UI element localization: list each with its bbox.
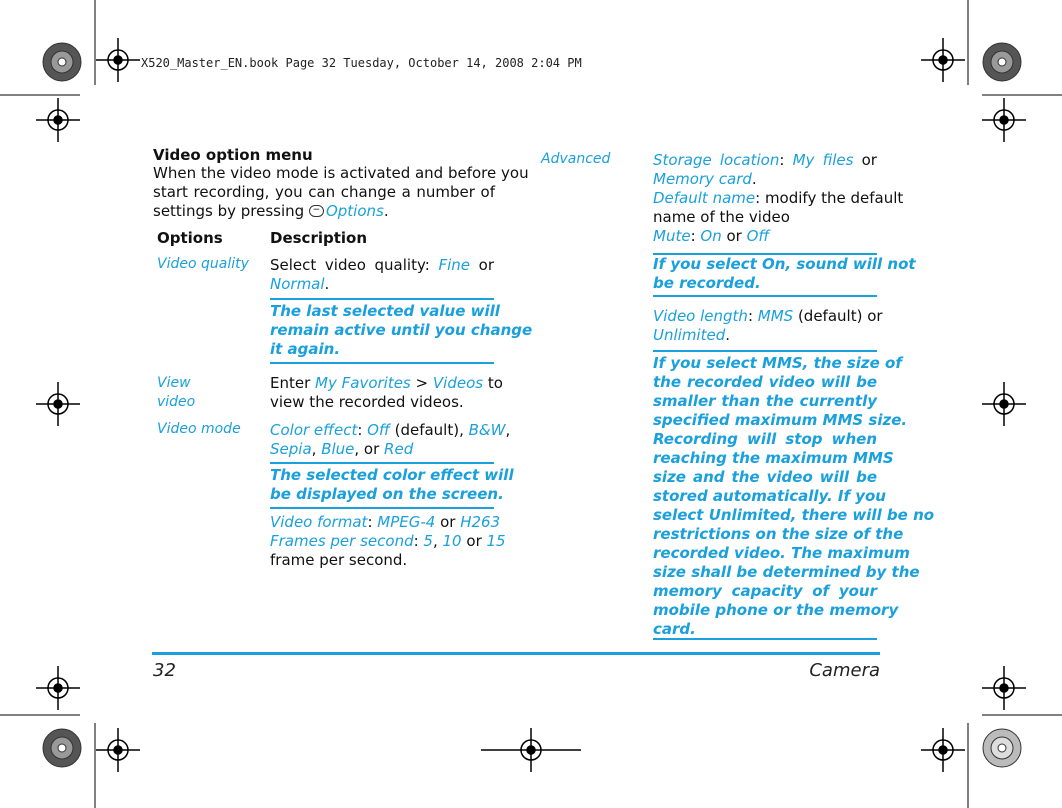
option-video-mode: Video mode <box>157 421 241 437</box>
option-video-quality: Video quality <box>157 256 249 272</box>
value-h263: H263 <box>460 513 501 531</box>
value-bw: B&W <box>468 421 506 439</box>
note-rule-top <box>653 350 877 352</box>
intro-line-last <box>153 202 495 221</box>
desc-line <box>270 256 494 275</box>
desc-colon: : <box>357 421 368 439</box>
desc-comma: , <box>311 440 322 458</box>
note-line: If you select On, sound will not <box>653 255 916 273</box>
desc-or: , or <box>354 440 385 458</box>
note-line: size shall be determined by the <box>653 563 920 581</box>
setting-storage-location: Storage location <box>653 151 780 169</box>
intro-text: settings by pressing <box>153 202 309 220</box>
desc-line: Video length: MMS (default) or <box>653 307 883 325</box>
value-15: 15 <box>486 532 506 550</box>
print-stamp: X520_Master_EN.book Page 32 Tuesday, October 14, 2008 2:04 PM <box>141 56 582 70</box>
note-line: If you select MMS, the size of <box>653 354 902 372</box>
desc-line: Mute: On or Off <box>653 227 770 245</box>
value-off: Off <box>367 421 390 439</box>
desc-or: or <box>478 256 494 274</box>
note-mute <box>653 255 916 293</box>
value-off: Off <box>746 227 770 245</box>
note-line: stored automatically. If you <box>653 487 886 505</box>
menu-my-favorites: My Favorites <box>315 374 411 392</box>
note-line: smaller than the currently <box>653 392 877 410</box>
col-header-options: Options <box>157 229 223 247</box>
option-view-video <box>157 374 195 412</box>
advanced-desc <box>653 151 904 246</box>
page-number: 32 <box>153 660 176 681</box>
desc-default-or: (default) or <box>797 307 883 325</box>
value-blue: Blue <box>321 440 355 458</box>
desc-line <box>270 275 494 294</box>
setting-default-name: Default name <box>653 189 756 207</box>
note-line: size and the video will be <box>653 468 877 486</box>
label-line: video <box>157 394 196 410</box>
value-memory-card: Memory card <box>653 170 752 188</box>
desc-to: to <box>487 374 503 392</box>
desc-line: name of the video <box>653 208 790 226</box>
desc-line: Unlimited. <box>653 326 731 344</box>
options-key: Options <box>325 202 384 220</box>
value-on: On <box>700 227 722 245</box>
desc-line: frame per second. <box>270 551 408 569</box>
video-length-desc <box>653 307 883 345</box>
desc-line <box>270 374 503 393</box>
value-normal: Normal <box>270 275 325 293</box>
note-line: Recording will stop when <box>653 430 877 448</box>
note-line: be displayed on the screen. <box>270 485 504 503</box>
note-line: recorded video. The maximum <box>653 544 910 562</box>
intro-line: When the video mode is activated and before you <box>153 164 529 182</box>
note-line: mobile phone or the memory <box>653 601 899 619</box>
menu-videos: Videos <box>432 374 484 392</box>
note-rule-top <box>270 298 494 300</box>
value-mpeg4: MPEG-4 <box>377 513 436 531</box>
value-10: 10 <box>442 532 462 550</box>
note-rule-bottom <box>270 362 494 364</box>
value-fine: Fine <box>438 256 470 274</box>
note-last-selected <box>270 302 533 359</box>
desc-comma: , <box>505 421 511 439</box>
note-line: memory capacity of your <box>653 582 877 600</box>
desc-text: : modify the default <box>755 189 904 207</box>
desc-line <box>653 189 904 208</box>
desc-or: or <box>861 151 877 169</box>
video-format-desc <box>270 513 506 570</box>
setting-mute: Mute <box>653 227 691 245</box>
setting-video-format: Video format <box>270 513 368 531</box>
value-red: Red <box>384 440 414 458</box>
value-my-files: My files <box>792 151 854 169</box>
desc-dot: . <box>324 275 330 293</box>
note-rule-bottom <box>653 295 877 297</box>
value-sepia: Sepia <box>270 440 312 458</box>
note-line: The selected color effect will <box>270 466 514 484</box>
value-unlimited: Unlimited <box>653 326 726 344</box>
desc-default: (default), <box>394 421 469 439</box>
option-advanced: Advanced <box>541 151 611 167</box>
desc-or: or <box>435 513 461 531</box>
note-line: specified maximum MMS size. <box>653 411 908 429</box>
desc-line <box>270 421 511 440</box>
footer-rule <box>152 652 880 655</box>
note-color-effect <box>270 466 514 504</box>
value-5: 5 <box>423 532 433 550</box>
desc-enter: Enter <box>270 374 316 392</box>
desc-line: Storage location: My files or <box>653 151 877 169</box>
note-line: the recorded video will be <box>653 373 877 391</box>
desc-line: Frames per second: 5, 10 or 15 <box>270 532 506 550</box>
intro-paragraph <box>153 164 529 221</box>
note-rule-bottom <box>653 638 877 640</box>
note-line: restrictions on the size of the <box>653 525 904 543</box>
note-line: The last selected value will <box>270 302 500 320</box>
col-header-description: Description <box>270 229 368 247</box>
label-line: View <box>157 375 191 391</box>
note-rule-top <box>270 462 494 464</box>
setting-video-length: Video length <box>653 307 748 325</box>
desc-gt: > <box>415 374 433 392</box>
desc-line: Video format: MPEG-4 or H263 <box>270 513 501 531</box>
desc-line: Memory card. <box>653 170 757 188</box>
desc-line <box>270 440 494 459</box>
section-name: Camera <box>809 660 880 681</box>
intro-line: start recording, you can change a number of <box>153 183 495 201</box>
desc-text: Select video quality: <box>270 256 439 274</box>
value-mms: MMS <box>757 307 794 325</box>
note-line: select Unlimited, there will be no <box>653 506 935 524</box>
note-rule-bottom <box>270 507 494 509</box>
note-mms-size <box>653 354 935 639</box>
setting-frames-per-second: Frames per second <box>270 532 414 550</box>
desc-line: view the recorded videos. <box>270 393 464 411</box>
note-line: remain active until you change <box>270 321 533 339</box>
intro-end: . <box>383 202 389 220</box>
video-mode-desc <box>270 421 511 459</box>
setting-color-effect: Color effect <box>270 421 358 439</box>
view-video-desc <box>270 374 503 412</box>
note-line: reaching the maximum MMS <box>653 449 894 467</box>
section-title: Video option menu <box>153 146 313 164</box>
softkey-icon: − <box>309 205 324 217</box>
note-line: be recorded. <box>653 274 761 292</box>
video-quality-desc <box>270 256 494 294</box>
note-line: card. <box>653 620 696 638</box>
note-line: it again. <box>270 340 341 358</box>
desc-or: or <box>466 532 487 550</box>
